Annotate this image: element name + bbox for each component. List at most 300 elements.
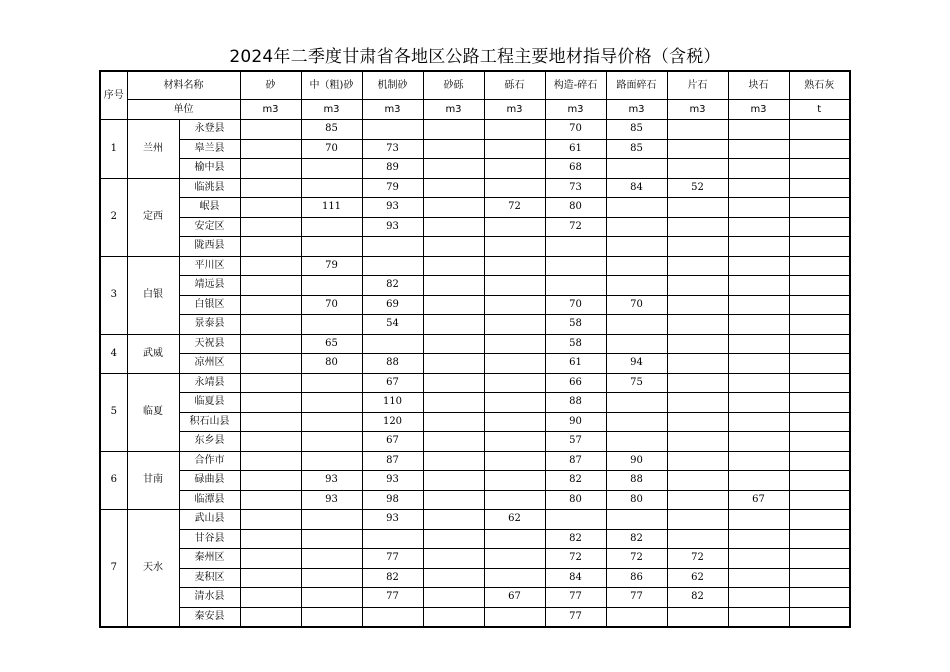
price-cell: 70	[301, 139, 362, 159]
price-cell: 73	[545, 178, 606, 198]
price-cell: 93	[362, 510, 423, 530]
price-cell	[484, 354, 545, 374]
price-cell	[423, 315, 484, 335]
price-cell	[362, 237, 423, 257]
region-name: 临夏	[127, 373, 179, 451]
price-cell: 80	[301, 354, 362, 374]
price-cell	[789, 529, 850, 549]
price-cell	[423, 295, 484, 315]
price-cell	[423, 588, 484, 608]
county-name: 积石山县	[179, 412, 240, 432]
price-cell	[789, 510, 850, 530]
price-cell	[728, 315, 789, 335]
price-cell	[484, 568, 545, 588]
price-cell	[484, 432, 545, 452]
price-cell	[728, 354, 789, 374]
price-cell	[606, 217, 667, 237]
price-cell: 80	[606, 490, 667, 510]
price-cell	[484, 490, 545, 510]
price-cell	[667, 120, 728, 140]
price-cell: 72	[484, 198, 545, 218]
price-cell	[423, 451, 484, 471]
price-cell	[728, 432, 789, 452]
price-cell	[423, 354, 484, 374]
price-cell	[728, 295, 789, 315]
price-cell	[423, 237, 484, 257]
price-cell: 67	[728, 490, 789, 510]
price-cell	[301, 412, 362, 432]
price-cell	[240, 139, 301, 159]
price-cell	[667, 529, 728, 549]
region-number: 2	[100, 178, 127, 256]
county-name: 安定区	[179, 217, 240, 237]
price-cell	[423, 529, 484, 549]
price-cell: 54	[362, 315, 423, 335]
price-cell	[545, 237, 606, 257]
price-cell: 58	[545, 315, 606, 335]
price-cell	[728, 276, 789, 296]
region-number: 6	[100, 451, 127, 510]
table-row	[100, 354, 850, 374]
price-cell	[301, 432, 362, 452]
price-cell	[423, 334, 484, 354]
price-cell	[240, 295, 301, 315]
price-cell	[789, 159, 850, 179]
price-cell: 67	[362, 432, 423, 452]
price-cell	[240, 354, 301, 374]
price-cell	[301, 237, 362, 257]
price-cell	[362, 120, 423, 140]
price-cell	[301, 549, 362, 569]
price-cell: 93	[362, 217, 423, 237]
price-cell: 70	[606, 295, 667, 315]
header-unit-label: 单位	[127, 100, 240, 120]
price-cell	[606, 315, 667, 335]
price-cell: 82	[362, 568, 423, 588]
price-cell: 65	[301, 334, 362, 354]
page-title: 2024年二季度甘肃省各地区公路工程主要地材指导价格（含税）	[229, 47, 721, 67]
price-cell	[789, 393, 850, 413]
price-cell: 77	[362, 549, 423, 569]
table-row	[100, 471, 850, 491]
price-cell	[423, 549, 484, 569]
price-cell	[667, 510, 728, 530]
price-cell: 67	[484, 588, 545, 608]
price-cell	[484, 451, 545, 471]
price-cell	[789, 568, 850, 588]
price-cell: 82	[545, 529, 606, 549]
price-cell: 93	[301, 490, 362, 510]
price-cell: 67	[362, 373, 423, 393]
header-material: 构造-碎石	[545, 71, 606, 100]
table-row	[100, 393, 850, 413]
price-cell: 72	[667, 549, 728, 569]
price-cell	[240, 549, 301, 569]
price-cell	[423, 393, 484, 413]
price-cell	[728, 393, 789, 413]
table-row	[100, 217, 850, 237]
price-cell	[240, 451, 301, 471]
county-name: 东乡县	[179, 432, 240, 452]
price-cell	[789, 373, 850, 393]
price-cell	[789, 237, 850, 257]
region-name: 白银	[127, 256, 179, 334]
price-cell	[484, 315, 545, 335]
price-cell	[789, 354, 850, 374]
price-cell	[667, 334, 728, 354]
price-cell	[728, 568, 789, 588]
price-cell: 72	[545, 217, 606, 237]
county-name: 临夏县	[179, 393, 240, 413]
price-cell	[789, 412, 850, 432]
price-cell	[545, 510, 606, 530]
price-cell	[240, 510, 301, 530]
price-cell	[240, 588, 301, 608]
price-cell: 62	[667, 568, 728, 588]
price-cell: 87	[545, 451, 606, 471]
price-cell	[301, 315, 362, 335]
price-cell	[484, 139, 545, 159]
price-cell	[667, 237, 728, 257]
price-cell	[301, 451, 362, 471]
price-cell	[667, 159, 728, 179]
region-name: 甘南	[127, 451, 179, 510]
price-cell: 52	[667, 178, 728, 198]
table-row	[100, 198, 850, 218]
price-cell: 110	[362, 393, 423, 413]
price-cell	[423, 159, 484, 179]
price-cell: 82	[606, 529, 667, 549]
table-row	[100, 178, 850, 198]
price-cell: 61	[545, 139, 606, 159]
price-cell	[240, 198, 301, 218]
price-cell	[423, 373, 484, 393]
price-cell	[240, 217, 301, 237]
price-cell	[423, 510, 484, 530]
price-cell	[484, 256, 545, 276]
header-material-name: 材料名称	[127, 71, 240, 100]
price-cell: 77	[545, 588, 606, 608]
price-cell	[423, 412, 484, 432]
header-row-units	[100, 100, 850, 120]
header-material: 片石	[667, 71, 728, 100]
price-cell: 93	[362, 471, 423, 491]
price-cell	[484, 276, 545, 296]
header-material: 熟石灰	[789, 71, 850, 100]
table-row	[100, 276, 850, 296]
price-cell	[423, 178, 484, 198]
price-cell	[240, 315, 301, 335]
price-cell	[667, 373, 728, 393]
region-number: 5	[100, 373, 127, 451]
price-cell: 93	[301, 471, 362, 491]
header-unit: m3	[728, 100, 789, 120]
price-cell	[667, 490, 728, 510]
price-cell	[728, 159, 789, 179]
price-cell	[362, 607, 423, 627]
price-cell: 86	[606, 568, 667, 588]
price-cell	[789, 471, 850, 491]
price-cell	[728, 334, 789, 354]
price-cell	[423, 432, 484, 452]
county-name: 白银区	[179, 295, 240, 315]
price-cell: 88	[606, 471, 667, 491]
price-cell: 85	[606, 139, 667, 159]
price-cell	[667, 432, 728, 452]
table-row	[100, 256, 850, 276]
price-cell: 61	[545, 354, 606, 374]
price-cell	[484, 549, 545, 569]
region-name: 天水	[127, 510, 179, 628]
price-cell	[240, 120, 301, 140]
price-cell	[240, 373, 301, 393]
county-name: 永靖县	[179, 373, 240, 393]
header-seq: 序号	[100, 71, 127, 120]
price-cell	[789, 607, 850, 627]
county-name: 永登县	[179, 120, 240, 140]
price-cell	[301, 393, 362, 413]
county-name: 秦安县	[179, 607, 240, 627]
price-cell	[789, 217, 850, 237]
price-cell	[728, 256, 789, 276]
county-name: 甘谷县	[179, 529, 240, 549]
header-material: 砂砾	[423, 71, 484, 100]
price-cell	[301, 159, 362, 179]
header-material: 砂	[240, 71, 301, 100]
price-cell	[301, 217, 362, 237]
price-cell	[667, 217, 728, 237]
price-cell	[484, 120, 545, 140]
price-cell	[606, 607, 667, 627]
region-number: 1	[100, 120, 127, 179]
price-cell	[789, 451, 850, 471]
header-row-materials	[100, 71, 850, 100]
price-cell: 85	[606, 120, 667, 140]
county-name: 平川区	[179, 256, 240, 276]
price-cell	[240, 159, 301, 179]
price-cell	[545, 256, 606, 276]
price-cell	[606, 276, 667, 296]
price-cell	[240, 432, 301, 452]
table-row	[100, 588, 850, 608]
price-cell: 82	[667, 588, 728, 608]
price-cell	[606, 412, 667, 432]
header-material: 机制砂	[362, 71, 423, 100]
table-body	[100, 71, 850, 627]
price-cell: 90	[545, 412, 606, 432]
table-row	[100, 529, 850, 549]
price-cell	[301, 373, 362, 393]
table-row	[100, 607, 850, 627]
price-cell	[789, 588, 850, 608]
price-cell	[484, 607, 545, 627]
header-unit: t	[789, 100, 850, 120]
county-name: 碌曲县	[179, 471, 240, 491]
price-cell	[789, 315, 850, 335]
price-cell	[240, 471, 301, 491]
price-cell	[484, 529, 545, 549]
price-cell	[667, 276, 728, 296]
price-cell	[728, 510, 789, 530]
price-cell	[789, 139, 850, 159]
price-cell: 79	[362, 178, 423, 198]
price-cell	[667, 393, 728, 413]
price-cell	[484, 237, 545, 257]
price-cell	[789, 549, 850, 569]
region-number: 4	[100, 334, 127, 373]
price-cell	[789, 120, 850, 140]
price-cell	[667, 198, 728, 218]
price-cell	[667, 256, 728, 276]
price-cell: 84	[606, 178, 667, 198]
price-cell	[789, 334, 850, 354]
price-cell	[606, 432, 667, 452]
county-name: 合作市	[179, 451, 240, 471]
header-unit: m3	[545, 100, 606, 120]
region-name: 武威	[127, 334, 179, 373]
region-name: 定西	[127, 178, 179, 256]
price-cell	[240, 393, 301, 413]
price-cell: 80	[545, 198, 606, 218]
price-cell: 82	[545, 471, 606, 491]
price-cell	[423, 490, 484, 510]
price-cell	[423, 276, 484, 296]
price-cell	[728, 120, 789, 140]
table-row	[100, 139, 850, 159]
region-name: 兰州	[127, 120, 179, 179]
price-cell	[728, 471, 789, 491]
table-row	[100, 432, 850, 452]
price-cell: 70	[301, 295, 362, 315]
price-cell	[423, 607, 484, 627]
header-material: 砾石	[484, 71, 545, 100]
price-cell	[301, 178, 362, 198]
table-row	[100, 295, 850, 315]
price-table	[99, 70, 851, 628]
price-cell	[667, 412, 728, 432]
county-name: 陇西县	[179, 237, 240, 257]
price-cell	[606, 256, 667, 276]
price-cell: 77	[362, 588, 423, 608]
price-cell	[728, 588, 789, 608]
price-cell	[240, 607, 301, 627]
price-cell: 57	[545, 432, 606, 452]
price-cell	[789, 295, 850, 315]
price-cell	[423, 568, 484, 588]
price-cell	[667, 451, 728, 471]
price-cell	[484, 217, 545, 237]
price-cell	[484, 295, 545, 315]
county-name: 临潭县	[179, 490, 240, 510]
price-cell	[423, 120, 484, 140]
price-cell	[423, 139, 484, 159]
table-row	[100, 549, 850, 569]
price-cell: 70	[545, 295, 606, 315]
price-cell	[362, 256, 423, 276]
table-row	[100, 159, 850, 179]
price-cell: 77	[545, 607, 606, 627]
price-cell	[606, 334, 667, 354]
header-unit: m3	[606, 100, 667, 120]
price-cell	[301, 588, 362, 608]
price-cell: 68	[545, 159, 606, 179]
price-cell	[484, 471, 545, 491]
price-cell: 62	[484, 510, 545, 530]
table-row	[100, 412, 850, 432]
price-cell: 88	[545, 393, 606, 413]
header-unit: m3	[423, 100, 484, 120]
price-cell	[606, 510, 667, 530]
header-unit: m3	[240, 100, 301, 120]
header-unit: m3	[484, 100, 545, 120]
table-row	[100, 237, 850, 257]
price-cell: 72	[545, 549, 606, 569]
price-cell: 80	[545, 490, 606, 510]
price-cell	[789, 178, 850, 198]
price-cell	[728, 217, 789, 237]
table-row	[100, 315, 850, 335]
price-cell: 120	[362, 412, 423, 432]
price-cell	[484, 412, 545, 432]
price-cell	[484, 393, 545, 413]
price-cell	[545, 276, 606, 296]
price-cell: 73	[362, 139, 423, 159]
price-cell: 89	[362, 159, 423, 179]
price-cell: 72	[606, 549, 667, 569]
price-cell	[606, 237, 667, 257]
header-material: 路面碎石	[606, 71, 667, 100]
price-cell: 69	[362, 295, 423, 315]
price-cell	[362, 529, 423, 549]
county-name: 武山县	[179, 510, 240, 530]
price-cell	[667, 354, 728, 374]
price-cell: 88	[362, 354, 423, 374]
price-cell	[423, 198, 484, 218]
price-cell	[240, 490, 301, 510]
price-cell	[728, 178, 789, 198]
table-row	[100, 510, 850, 530]
price-cell: 98	[362, 490, 423, 510]
price-cell: 66	[545, 373, 606, 393]
price-cell: 79	[301, 256, 362, 276]
region-number: 3	[100, 256, 127, 334]
header-material: 块石	[728, 71, 789, 100]
region-number: 7	[100, 510, 127, 628]
county-name: 靖远县	[179, 276, 240, 296]
price-cell	[728, 451, 789, 471]
table-row	[100, 490, 850, 510]
price-cell	[240, 529, 301, 549]
table-row	[100, 120, 850, 140]
price-cell	[240, 568, 301, 588]
price-cell	[240, 276, 301, 296]
price-cell: 58	[545, 334, 606, 354]
table-row	[100, 334, 850, 354]
header-material: 中（粗)砂	[301, 71, 362, 100]
price-cell	[667, 315, 728, 335]
price-cell	[362, 334, 423, 354]
county-name: 天祝县	[179, 334, 240, 354]
price-cell	[789, 490, 850, 510]
price-cell: 84	[545, 568, 606, 588]
county-name: 岷县	[179, 198, 240, 218]
price-cell: 111	[301, 198, 362, 218]
price-cell: 75	[606, 373, 667, 393]
price-cell: 90	[606, 451, 667, 471]
price-cell	[789, 198, 850, 218]
county-name: 清水县	[179, 588, 240, 608]
table-row	[100, 373, 850, 393]
